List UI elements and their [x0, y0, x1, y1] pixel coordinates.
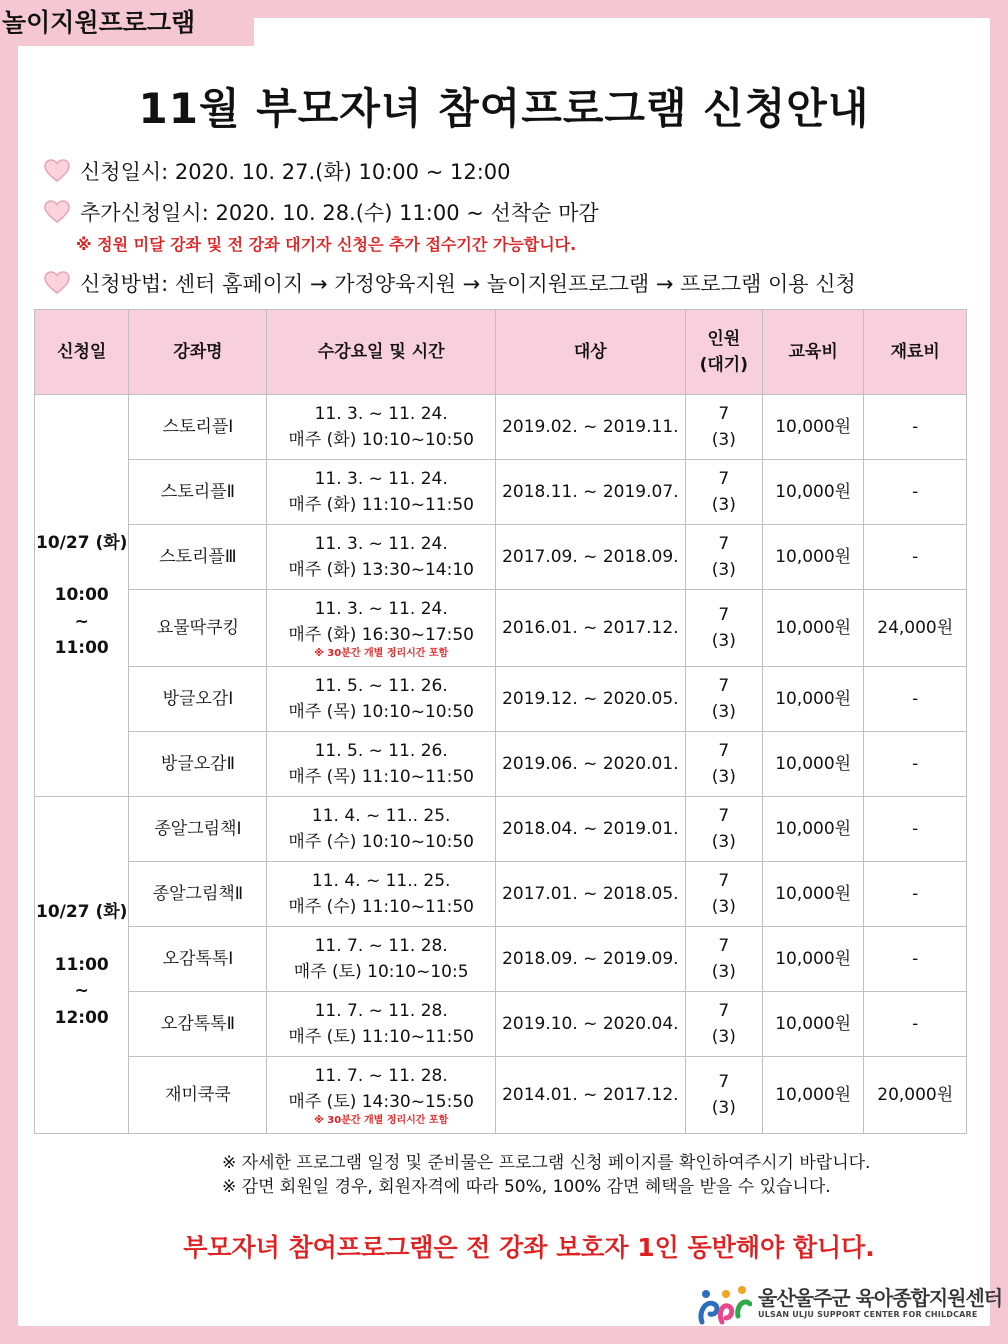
course-capacity: 7: [718, 604, 730, 625]
course-material: 24,000원: [877, 617, 954, 638]
course-waitlist: (3): [711, 832, 736, 852]
course-target: 2017.09. ~ 2018.09.: [502, 546, 679, 567]
course-capacity-cell: [685, 992, 762, 1057]
course-material-cell: [864, 862, 967, 927]
course-material: -: [912, 818, 919, 839]
course-name-cell: [129, 395, 267, 460]
course-period: 11. 7. ~ 11. 28.: [314, 935, 448, 956]
header-fee: 교육비: [762, 310, 864, 395]
course-material-cell: [864, 667, 967, 732]
course-schedule: 매주 (화) 11:10~11:50: [288, 495, 474, 515]
course-name: 종알그림책Ⅰ: [154, 818, 242, 839]
course-capacity-cell: [685, 525, 762, 590]
course-time-cell: [267, 992, 495, 1057]
apply-time-tilde: ~: [74, 611, 89, 632]
header-capacity-sub: (대기): [699, 355, 748, 375]
apply-day-cell: [35, 797, 129, 1134]
course-target: 2018.11. ~ 2019.07.: [502, 481, 679, 502]
course-fee: 10,000원: [775, 688, 852, 709]
course-material-cell: [864, 525, 967, 590]
course-fee-cell: [762, 590, 864, 667]
course-target: 2019.06. ~ 2020.01.: [502, 753, 679, 774]
course-capacity-cell: [685, 395, 762, 460]
heart-icon: [44, 271, 70, 295]
course-target-cell: [495, 1057, 685, 1134]
course-target: 2017.01. ~ 2018.05.: [502, 883, 679, 904]
course-capacity: 7: [718, 1000, 730, 1021]
course-target: 2014.01. ~ 2017.12.: [502, 1084, 679, 1105]
course-capacity: 7: [718, 805, 730, 826]
course-material: -: [912, 688, 919, 709]
course-fee-cell: [762, 927, 864, 992]
course-target: 2019.12. ~ 2020.05.: [502, 688, 679, 709]
course-fee: 10,000원: [775, 753, 852, 774]
course-target-cell: [495, 590, 685, 667]
apply-day-cell: [35, 395, 129, 797]
course-material: -: [912, 546, 919, 567]
course-period: 11. 5. ~ 11. 26.: [314, 675, 448, 696]
course-capacity-cell: [685, 862, 762, 927]
course-capacity-cell: [685, 732, 762, 797]
course-schedule: 매주 (화) 13:30~14:10: [288, 560, 474, 580]
course-target-cell: [495, 862, 685, 927]
heart-icon: [44, 200, 70, 224]
course-name-cell: [129, 862, 267, 927]
course-schedule: 매주 (토) 10:10~10:5: [293, 962, 469, 982]
course-target: 2019.10. ~ 2020.04.: [502, 1013, 679, 1034]
course-schedule: 매주 (목) 11:10~11:50: [288, 767, 474, 787]
course-capacity-cell: [685, 1057, 762, 1134]
course-waitlist: (3): [711, 1027, 736, 1047]
course-material-cell: [864, 927, 967, 992]
table-row: [35, 732, 967, 797]
course-capacity: 7: [718, 1071, 730, 1092]
course-capacity: 7: [718, 675, 730, 696]
course-capacity: 7: [718, 468, 730, 489]
course-fee: 10,000원: [775, 883, 852, 904]
header-capacity: [685, 310, 762, 395]
course-fee: 10,000원: [775, 1013, 852, 1034]
course-material-cell: [864, 1057, 967, 1134]
course-name: 스토리플Ⅰ: [162, 416, 234, 437]
course-target: 2018.09. ~ 2019.09.: [502, 948, 679, 969]
course-fee: 10,000원: [775, 617, 852, 638]
course-waitlist: (3): [711, 495, 736, 515]
course-target-cell: [495, 797, 685, 862]
apply-time-from: 11:00: [54, 954, 109, 975]
header-material: 재료비: [864, 310, 967, 395]
extra-apply-text: 추가신청일시: 2020. 10. 28.(수) 11:00 ~ 선착순 마감: [80, 201, 599, 225]
course-period: 11. 7. ~ 11. 28.: [314, 1000, 448, 1021]
course-time-cell: [267, 927, 495, 992]
course-schedule: 매주 (수) 10:10~10:50: [288, 832, 474, 852]
course-fee: 10,000원: [775, 818, 852, 839]
course-period: 11. 5. ~ 11. 26.: [314, 740, 448, 761]
header-target: 대상: [495, 310, 685, 395]
course-name: 오감톡톡Ⅰ: [162, 948, 234, 969]
course-fee: 10,000원: [775, 416, 852, 437]
course-target: 2018.04. ~ 2019.01.: [502, 818, 679, 839]
course-capacity: 7: [718, 740, 730, 761]
course-target-cell: [495, 460, 685, 525]
course-capacity-cell: [685, 667, 762, 732]
course-fee-cell: [762, 1057, 864, 1134]
course-material: -: [912, 948, 919, 969]
logo-name: 울산울주군 육아종합지원센터: [758, 1286, 1003, 1310]
course-capacity-cell: [685, 797, 762, 862]
method-text: 신청방법: 센터 홈페이지 → 가정양육지원 → 놀이지원프로그램 → 프로그램 이용 신청: [80, 272, 856, 296]
course-material-cell: [864, 395, 967, 460]
course-name-cell: [129, 590, 267, 667]
page-title: 11월 부모자녀 참여프로그램 신청안내: [138, 84, 870, 133]
course-name: 방글오감Ⅱ: [160, 753, 235, 774]
course-name-cell: [129, 667, 267, 732]
apply-date-line: [44, 156, 511, 186]
course-capacity-cell: [685, 590, 762, 667]
course-target-cell: [495, 992, 685, 1057]
table-row: [35, 525, 967, 590]
course-period: 11. 3. ~ 11. 24.: [314, 598, 448, 619]
course-capacity-cell: [685, 460, 762, 525]
apply-time-to: 12:00: [54, 1007, 109, 1028]
logo-subtitle: ULSAN ULJU SUPPORT CENTER FOR CHILDCARE: [758, 1310, 978, 1319]
heart-icon: [44, 159, 70, 183]
course-fee: 10,000원: [775, 546, 852, 567]
course-fee: 10,000원: [775, 481, 852, 502]
course-fee-cell: [762, 525, 864, 590]
course-name-cell: [129, 1057, 267, 1134]
course-capacity-cell: [685, 927, 762, 992]
header-capacity-label: 인원: [707, 328, 741, 349]
course-capacity: 7: [718, 870, 730, 891]
header-course: 강좌명: [129, 310, 267, 395]
course-name-cell: [129, 992, 267, 1057]
course-name-cell: [129, 927, 267, 992]
course-name: 종알그림책Ⅱ: [152, 883, 244, 904]
header-time: 수강요일 및 시간: [267, 310, 495, 395]
course-material-cell: [864, 797, 967, 862]
course-fee-cell: [762, 395, 864, 460]
course-period: 11. 4. ~ 11.. 25.: [311, 870, 451, 891]
course-fee-cell: [762, 992, 864, 1057]
course-period: 11. 3. ~ 11. 24.: [314, 468, 448, 489]
course-name-cell: [129, 525, 267, 590]
course-material-cell: [864, 460, 967, 525]
course-name: 오감톡톡Ⅱ: [160, 1013, 235, 1034]
header-date: 신청일: [35, 310, 129, 395]
course-waitlist: (3): [711, 962, 736, 982]
course-note: ※ 30분간 개별 정리시간 포함: [314, 648, 449, 660]
table-row: [35, 1057, 967, 1134]
course-waitlist: (3): [711, 702, 736, 722]
course-name: 요물딱쿠킹: [156, 617, 239, 638]
extra-notice: ※ 정원 미달 강좌 및 전 강좌 대기자 신청은 추가 접수기간 가능합니다.: [76, 235, 577, 254]
course-time-cell: [267, 797, 495, 862]
course-name: 스토리플Ⅱ: [160, 481, 235, 502]
category-tag: 놀이지원프로그램: [0, 0, 254, 46]
course-material: -: [912, 753, 919, 774]
table-header-row: [35, 310, 967, 395]
extra-apply-line: [44, 197, 599, 227]
apply-day: 10/27 (화): [36, 902, 128, 923]
course-time-cell: [267, 667, 495, 732]
table-row: [35, 927, 967, 992]
course-name: 방글오감Ⅰ: [162, 688, 234, 709]
course-time-cell: [267, 395, 495, 460]
course-target-cell: [495, 927, 685, 992]
footnote-schedule: ※ 자세한 프로그램 일정 및 준비물은 프로그램 신청 페이지를 확인하여주시기 바랍니다.: [222, 1153, 871, 1173]
course-target-cell: [495, 525, 685, 590]
course-material: -: [912, 481, 919, 502]
course-schedule: 매주 (화) 10:10~10:50: [288, 430, 474, 450]
table-row: [35, 797, 967, 862]
course-fee-cell: [762, 460, 864, 525]
table-row: [35, 992, 967, 1057]
apply-day: 10/27 (화): [36, 532, 128, 553]
course-material: 20,000원: [877, 1084, 954, 1105]
course-period: 11. 4. ~ 11.. 25.: [311, 805, 451, 826]
course-schedule: 매주 (토) 11:10~11:50: [288, 1027, 474, 1047]
table-row: [35, 590, 967, 667]
course-target: 2016.01. ~ 2017.12.: [502, 617, 679, 638]
course-waitlist: (3): [711, 430, 736, 450]
course-fee-cell: [762, 667, 864, 732]
course-fee: 10,000원: [775, 1084, 852, 1105]
course-schedule: 매주 (목) 10:10~10:50: [288, 702, 474, 722]
course-name-cell: [129, 797, 267, 862]
course-schedule: 매주 (수) 11:10~11:50: [288, 897, 474, 917]
course-schedule: 매주 (화) 16:30~17:50: [288, 625, 474, 645]
method-line: [44, 268, 856, 298]
course-target-cell: [495, 395, 685, 460]
course-capacity: 7: [718, 533, 730, 554]
course-material: -: [912, 416, 919, 437]
course-material: -: [912, 1013, 919, 1034]
table-row: [35, 460, 967, 525]
course-fee-cell: [762, 862, 864, 927]
course-name: 재미쿡쿡: [165, 1084, 231, 1105]
course-period: 11. 7. ~ 11. 28.: [314, 1065, 448, 1086]
course-fee-cell: [762, 797, 864, 862]
course-waitlist: (3): [711, 897, 736, 917]
course-waitlist: (3): [711, 631, 736, 651]
course-name: 스토리플Ⅲ: [159, 546, 237, 567]
table-row: [35, 862, 967, 927]
course-note: ※ 30분간 개별 정리시간 포함: [314, 1115, 449, 1127]
course-time-cell: [267, 525, 495, 590]
course-target: 2019.02. ~ 2019.11.: [502, 416, 679, 437]
course-material-cell: [864, 992, 967, 1057]
center-logo: [696, 1282, 1003, 1332]
apply-time-to: 11:00: [54, 638, 109, 659]
table-row: [35, 395, 967, 460]
course-time-cell: [267, 1057, 495, 1134]
course-name-cell: [129, 460, 267, 525]
course-period: 11. 3. ~ 11. 24.: [314, 533, 448, 554]
logo-mark-icon: [696, 1282, 752, 1330]
course-capacity: 7: [718, 935, 730, 956]
course-time-cell: [267, 732, 495, 797]
course-fee-cell: [762, 732, 864, 797]
apply-date-text: 신청일시: 2020. 10. 27.(화) 10:00 ~ 12:00: [80, 160, 511, 184]
course-target-cell: [495, 667, 685, 732]
course-waitlist: (3): [711, 1098, 736, 1118]
schedule-table: [34, 309, 967, 1134]
apply-time-from: 10:00: [54, 585, 109, 606]
apply-time-tilde: ~: [74, 981, 89, 1002]
course-period: 11. 3. ~ 11. 24.: [314, 403, 448, 424]
course-capacity: 7: [718, 403, 730, 424]
course-waitlist: (3): [711, 560, 736, 580]
course-name-cell: [129, 732, 267, 797]
course-schedule: 매주 (토) 14:30~15:50: [288, 1092, 474, 1112]
course-time-cell: [267, 590, 495, 667]
course-material: -: [912, 883, 919, 904]
companion-warning: 부모자녀 참여프로그램은 전 강좌 보호자 1인 동반해야 합니다.: [183, 1233, 875, 1262]
course-time-cell: [267, 862, 495, 927]
footnote-discount: ※ 감면 회원일 경우, 회원자격에 따라 50%, 100% 감면 혜택을 받을 수 있습니다.: [222, 1177, 831, 1197]
course-material-cell: [864, 732, 967, 797]
course-material-cell: [864, 590, 967, 667]
course-waitlist: (3): [711, 767, 736, 787]
course-fee: 10,000원: [775, 948, 852, 969]
course-time-cell: [267, 460, 495, 525]
table-row: [35, 667, 967, 732]
course-target-cell: [495, 732, 685, 797]
